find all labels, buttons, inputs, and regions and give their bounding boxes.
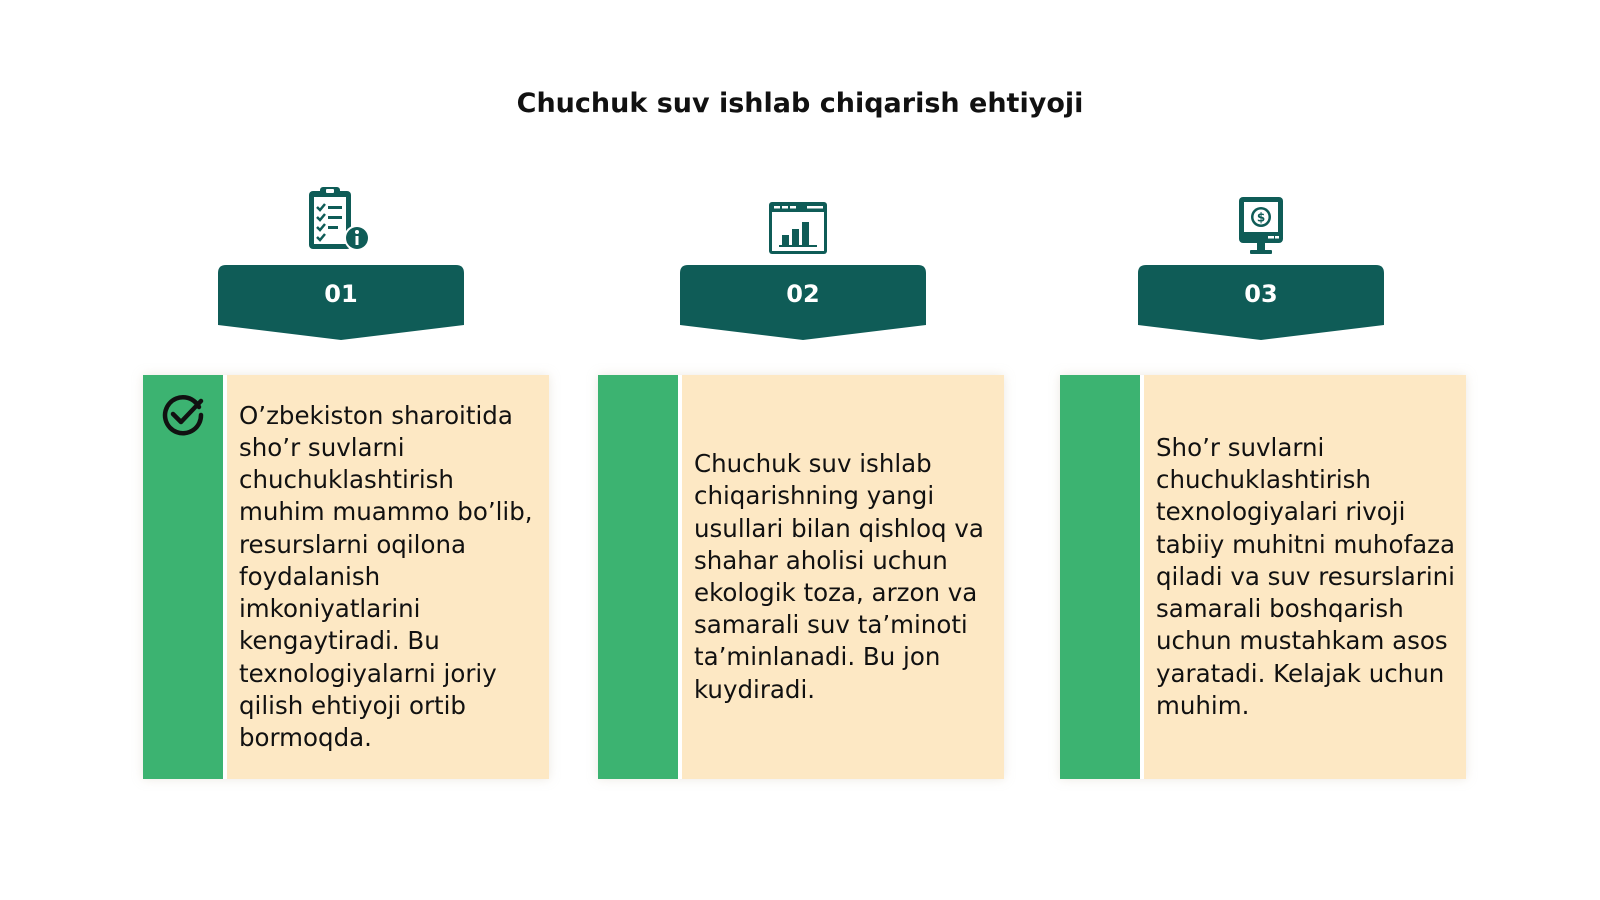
step-text-box [227, 375, 549, 779]
step-number: 01 [324, 280, 358, 308]
dollar-monitor-icon [1235, 195, 1287, 261]
step-badge-1 [218, 265, 464, 345]
step-text: Chuchuk suv ishlab chiqarishning yangi usullari bilan qishloq va shahar aholisi uchun ekologik toza, arzon va samarali suv ta’minoti ta’minlanadi. Bu jon kuydiradi. [694, 449, 984, 704]
check-circle-icon [161, 393, 205, 441]
step-text: O’zbekiston sharoitida sho’r suvlarni chuchuklashtirish muhim muammo bo’lib, resurslarni oqilona foydalanish imkoniyatlarini kengaytiradi. Bu texnologiyalarni joriy qilish ehtiyoji ortib bormoqda. [239, 400, 533, 752]
step-text: Sho’r suvlarni chuchuklashtirish texnologiyalari rivoji tabiiy muhitni muhofaza qiladi va suv resurslarini samarali boshqarish uchun mustahkam asos yaratadi. Kelajak uchun muhim. [1156, 433, 1455, 720]
page-title: Chuchuk suv ishlab chiqarish ehtiyoji [516, 88, 1084, 119]
green-strip [143, 375, 223, 779]
step-card-2 [598, 375, 1004, 779]
green-strip [598, 375, 678, 779]
step-text-box [682, 375, 1004, 779]
step-number: 03 [1244, 280, 1278, 308]
step-card-3 [1060, 375, 1466, 779]
step-text-box [1144, 375, 1466, 779]
svg-text:$: $ [1256, 210, 1266, 225]
green-strip [1060, 375, 1140, 779]
step-card-1 [143, 375, 549, 779]
clipboard-checklist-info-icon [305, 185, 375, 259]
step-number: 02 [786, 280, 820, 308]
step-badge-2 [680, 265, 926, 345]
bar-chart-window-icon [767, 200, 829, 260]
step-badge-3 [1138, 265, 1384, 345]
